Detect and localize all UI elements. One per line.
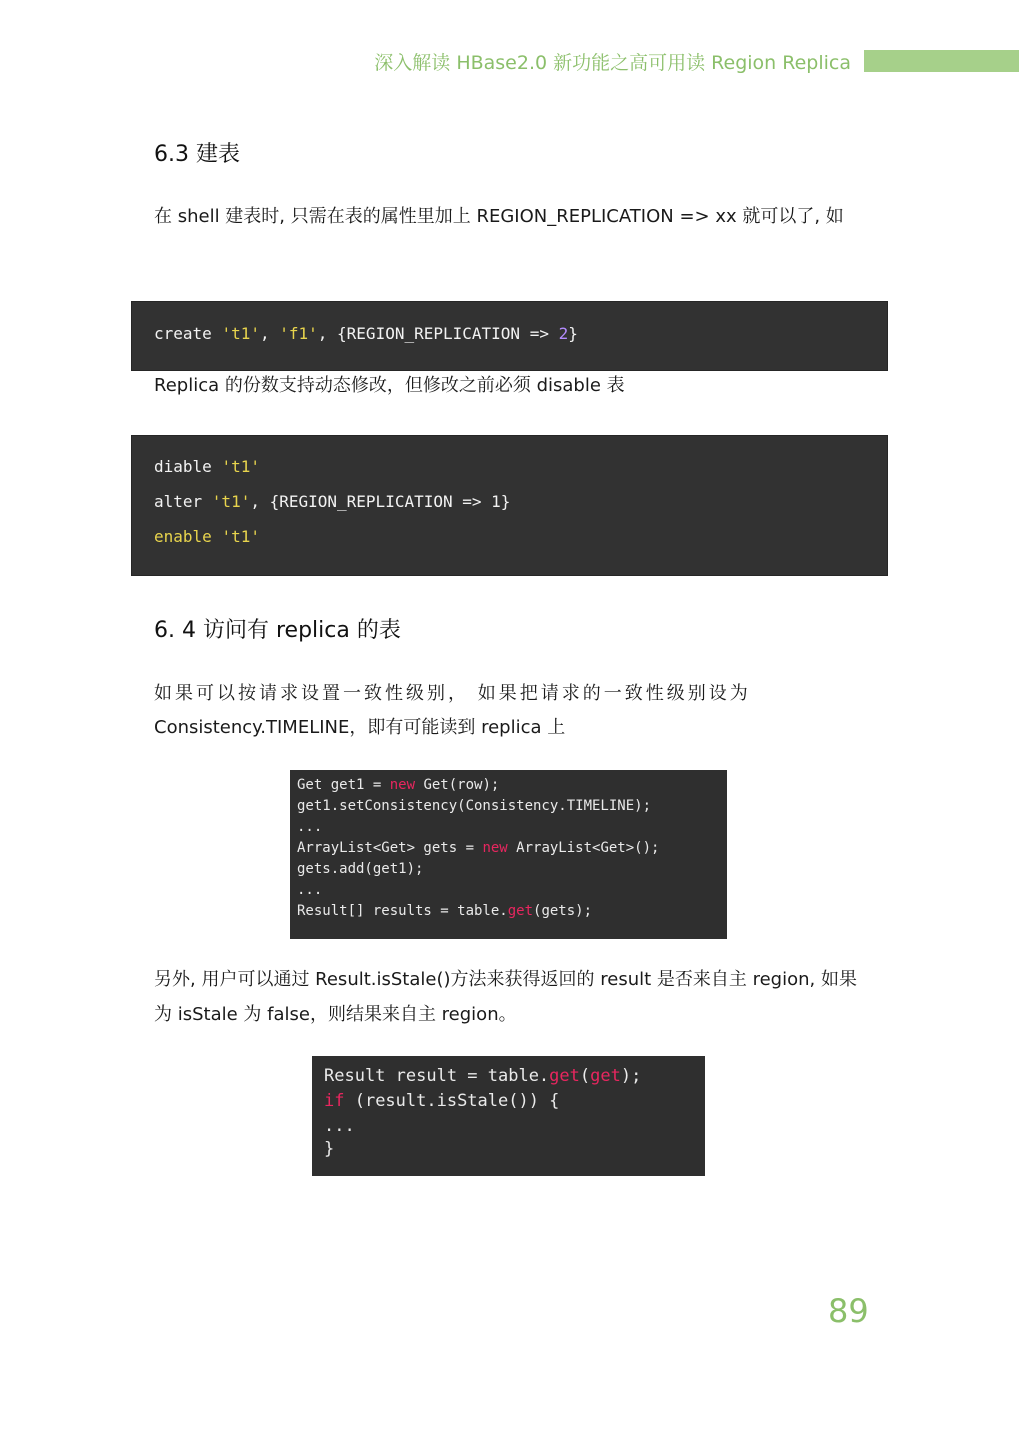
code-line: create 't1', 'f1', {REGION_REPLICATION => 2} <box>154 324 578 343</box>
code-line: gets.add(get1); <box>297 861 424 877</box>
paragraph-consistency-line2: Consistency.TIMELINE，即有可能读到 replica 上 <box>154 717 566 738</box>
code-line: ... <box>297 882 323 898</box>
code-line: get1.setConsistency(Consistency.TIMELINE); <box>297 798 652 814</box>
code-line: if (result.isStale()) { <box>324 1091 560 1111</box>
code-line: ... <box>324 1116 355 1136</box>
code-block-create <box>131 301 888 371</box>
paragraph-consistency-line1: 如果可以按请求设置一致性级别， 如果把请求的一致性级别设为 <box>154 683 751 704</box>
code-line: Get get1 = new Get(row); <box>297 777 500 793</box>
code-line: } <box>324 1139 335 1159</box>
code-block-alter <box>131 435 888 576</box>
code-line: Result result = table.get(get); <box>324 1066 642 1086</box>
section-heading-6-3: 6.3 建表 <box>154 142 240 167</box>
code-line: enable 't1' <box>154 527 260 546</box>
code-line: alter 't1', {REGION_REPLICATION => 1} <box>154 492 511 511</box>
paragraph-replica-note: Replica 的份数支持动态修改，但修改之前必须 disable 表 <box>154 375 625 396</box>
code-line: ... <box>297 819 323 835</box>
paragraph-isstale: 另外, 用户可以通过 Result.isStale()方法来获得返回的 result 是否来自主 region, 如果为 isStale 为 false，则结果来自主 region。 <box>154 969 857 1025</box>
code-screenshot-timeline <box>290 770 727 939</box>
page-number: 89 <box>828 1292 869 1330</box>
running-header-title: 深入解读 HBase2.0 新功能之高可用读 Region Replica <box>374 52 851 74</box>
header-accent-bar <box>864 50 1019 72</box>
paragraph-create-table: 在 shell 建表时, 只需在表的属性里加上 REGION_REPLICATION => xx 就可以了, 如 <box>154 206 844 227</box>
code-screenshot-isstale <box>312 1056 705 1176</box>
section-heading-6-4: 6. 4 访问有 replica 的表 <box>154 618 401 643</box>
code-line: ArrayList<Get> gets = new ArrayList<Get>(); <box>297 840 660 856</box>
code-line: Result[] results = table.get(gets); <box>297 903 593 919</box>
code-line: diable 't1' <box>154 457 260 476</box>
